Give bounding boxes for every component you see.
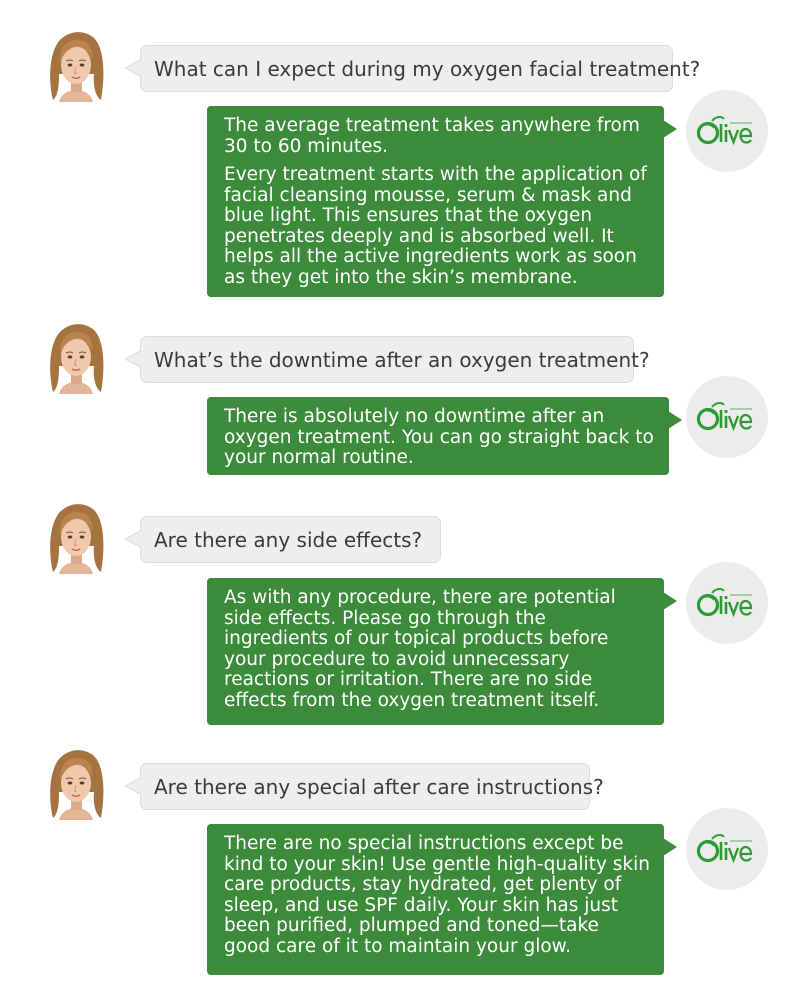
woman-portrait-icon — [45, 502, 107, 576]
answer-bubble — [207, 578, 664, 725]
olive-brand-logo-icon — [686, 376, 768, 458]
answer-paragraph: The average treatment takes anywhere from 30 to 60 minutes. — [224, 115, 640, 157]
answer-bubble — [207, 397, 669, 475]
brand-logo — [686, 562, 768, 644]
brand-logo — [686, 90, 768, 172]
question-bubble — [140, 336, 650, 383]
answer-paragraph: Every treatment starts with the application of facial cleansing mousse, serum & mask and blue light. This ensures that the oxygen penetrates deeply and is absorbed well. It helps all the active ingredients work as soon as they get into the skin’s membrane. — [224, 164, 647, 288]
answer-paragraph: There are no special instructions except be kind to your skin! Use gentle high-quality skin care products, stay hydrated, get plenty of sleep, and use SPF daily. Your skin has just been purified, plumped and toned—take good care of it to maintain your glow. — [224, 833, 650, 957]
question-bubble — [140, 516, 441, 563]
olive-brand-logo-icon — [686, 562, 768, 644]
customer-avatar — [45, 502, 107, 576]
woman-portrait-icon — [45, 748, 107, 822]
customer-avatar — [45, 322, 107, 396]
question-text: Are there any special after care instructions? — [154, 775, 604, 799]
customer-avatar — [45, 30, 107, 104]
olive-brand-logo-icon — [686, 808, 768, 890]
question-text: What can I expect during my oxygen facial treatment? — [154, 57, 701, 81]
brand-logo — [686, 376, 768, 458]
answer-paragraph: As with any procedure, there are potential side effects. Please go through the ingredients of our topical products before your procedure to avoid unnecessary reactions or irritation. There are no side effects from the oxygen treatment itself. — [224, 587, 616, 711]
woman-portrait-icon — [45, 30, 107, 104]
answer-bubble — [207, 106, 664, 297]
olive-brand-logo-icon — [686, 90, 768, 172]
brand-logo — [686, 808, 768, 890]
question-text: Are there any side effects? — [154, 528, 423, 552]
answer-bubble — [207, 824, 664, 975]
question-bubble — [140, 763, 604, 810]
customer-avatar — [45, 748, 107, 822]
question-bubble — [140, 45, 701, 92]
woman-portrait-icon — [45, 322, 107, 396]
answer-paragraph: There is absolutely no downtime after an oxygen treatment. You can go straight back to your normal routine. — [224, 406, 654, 468]
question-text: What’s the downtime after an oxygen treatment? — [154, 348, 650, 372]
